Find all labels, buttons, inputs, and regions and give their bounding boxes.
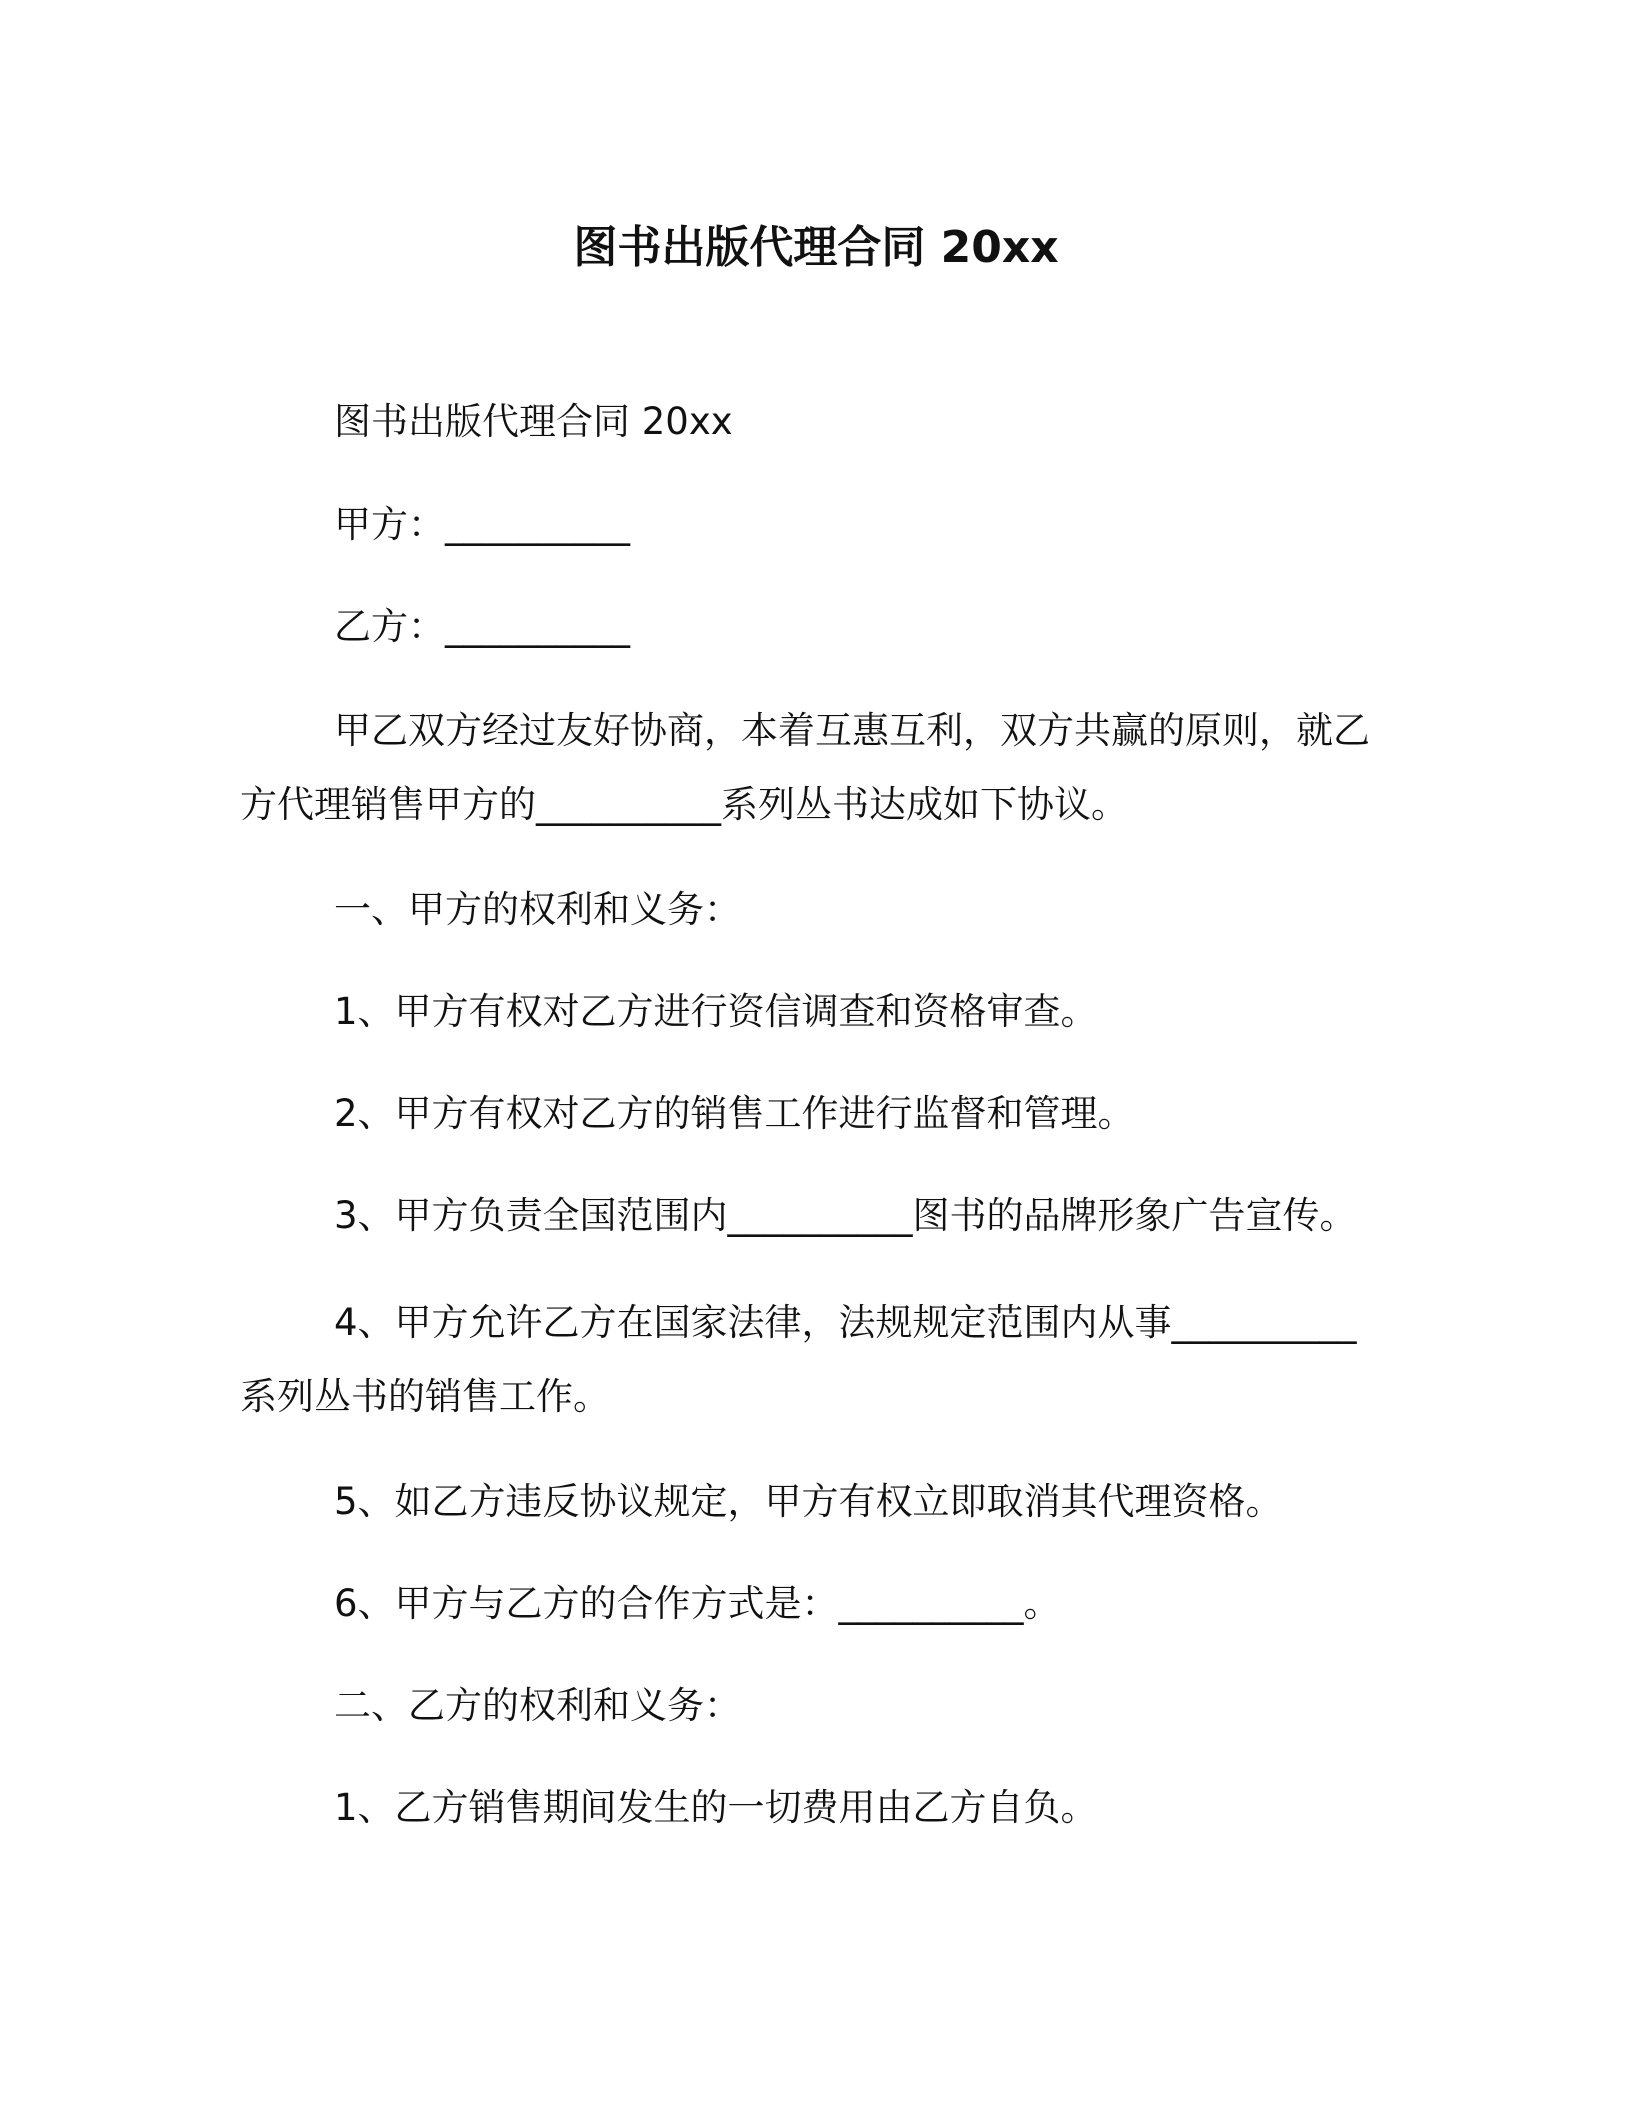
section-heading-party-a: 一、甲方的权利和义务： [334, 888, 741, 931]
clause-a-5: 5、如乙方违反协议规定，甲方有权立即取消其代理资格。 [334, 1480, 1283, 1523]
clause-a-1: 1、甲方有权对乙方进行资信调查和资格审查。 [334, 990, 1098, 1033]
clause-b-1: 1、乙方销售期间发生的一切费用由乙方自负。 [334, 1786, 1098, 1829]
paragraph-preamble: 甲乙双方经过友好协商，本着互惠互利，双方共赢的原则，就乙方代理销售甲方的__________系列丛书达成如下协议。 [240, 709, 1370, 826]
document-title: 图书出版代理合同 20xx [573, 222, 1059, 273]
paragraph-party-a: 甲方：__________ [334, 503, 630, 546]
clause-a-4: 4、甲方允许乙方在国家法律，法规规定范围内从事__________系列丛书的销售工作。 [240, 1301, 1357, 1418]
clause-a-3: 3、甲方负责全国范围内__________图书的品牌形象广告宣传。 [334, 1194, 1357, 1237]
section-heading-party-b: 二、乙方的权利和义务： [334, 1684, 741, 1727]
paragraph-party-b: 乙方：__________ [334, 605, 630, 648]
paragraph-subtitle: 图书出版代理合同 20xx [334, 400, 733, 443]
clause-a-2: 2、甲方有权对乙方的销售工作进行监督和管理。 [334, 1092, 1135, 1135]
clause-a-6: 6、甲方与乙方的合作方式是：__________。 [334, 1582, 1061, 1625]
